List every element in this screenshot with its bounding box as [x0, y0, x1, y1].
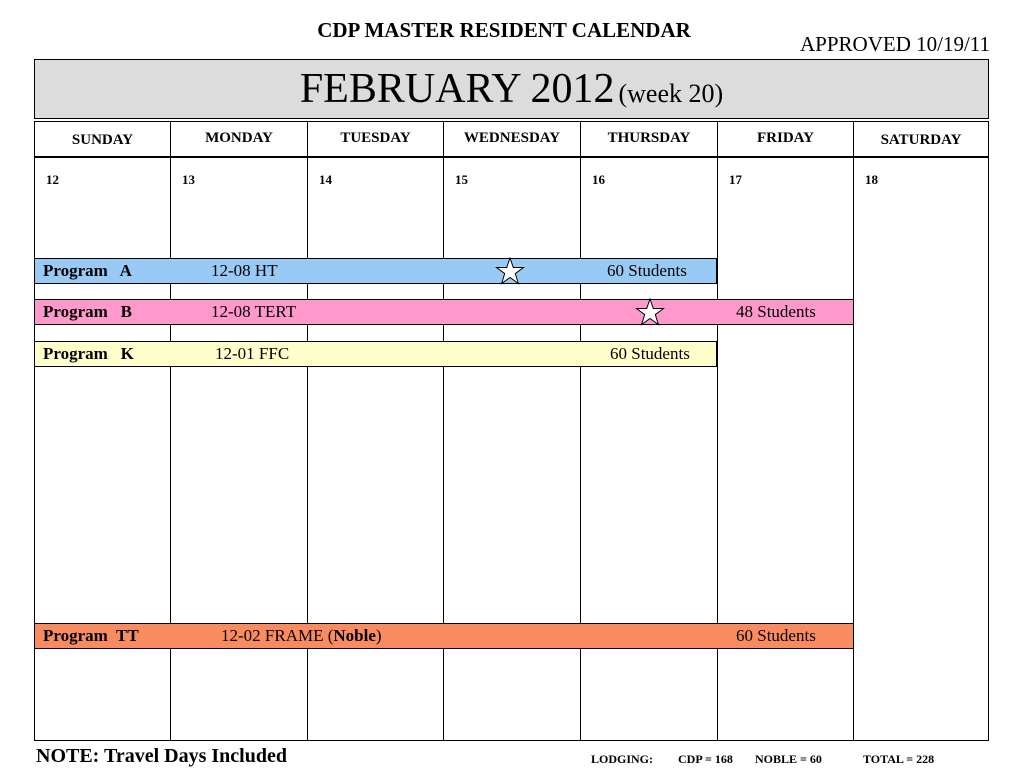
day-saturday: SATURDAY — [880, 132, 962, 148]
program-a-label: Program A — [43, 261, 132, 280]
date-number: 15 — [455, 172, 468, 187]
program-a-students: 60 Students — [607, 261, 687, 280]
day-cell-13[interactable] — [171, 158, 308, 740]
day-cell-15[interactable] — [444, 158, 581, 740]
day-tuesday: TUESDAY — [308, 122, 444, 157]
program-k-course: 12-01 FFC — [215, 344, 290, 363]
month-header — [34, 59, 989, 119]
program-b-students: 48 Students — [736, 302, 816, 321]
day-cell-16[interactable] — [581, 158, 718, 740]
day-cell-12[interactable] — [35, 158, 171, 740]
week-label: (week 20) — [618, 79, 724, 108]
star-icon — [635, 298, 665, 326]
lodging-noble: NOBLE = 60 — [755, 752, 822, 766]
program-b-bar[interactable] — [34, 299, 854, 325]
day-thursday: THURSDAY — [581, 122, 718, 157]
calendar-title: CDP MASTER RESIDENT CALENDAR — [317, 18, 691, 42]
program-b-course: 12-08 TERT — [211, 302, 297, 321]
travel-note: NOTE: Travel Days Included — [36, 745, 287, 767]
program-tt-course-prefix: 12-02 FRAME ( — [221, 626, 334, 645]
program-tt-course-suffix: ) — [375, 626, 382, 645]
program-k-students: 60 Students — [610, 344, 690, 363]
month-label: FEBRUARY 2012 — [299, 66, 615, 112]
date-number: 14 — [319, 172, 332, 187]
date-number: 13 — [182, 172, 195, 187]
date-number: 17 — [729, 172, 742, 187]
program-tt-bar[interactable] — [34, 623, 854, 649]
program-b-label: Program B — [43, 302, 132, 321]
star-icon — [495, 257, 525, 285]
program-k-label: Program K — [43, 344, 134, 363]
program-tt-course — [221, 624, 382, 648]
day-cell-14[interactable] — [308, 158, 444, 740]
day-wednesday: WEDNESDAY — [444, 122, 581, 157]
day-friday: FRIDAY — [718, 122, 854, 157]
date-number: 16 — [592, 172, 605, 187]
lodging-label: LODGING: — [591, 752, 654, 766]
program-a-bar[interactable] — [34, 258, 717, 284]
program-tt-course-bold: Noble — [333, 626, 376, 645]
date-number: 18 — [865, 172, 878, 187]
program-k-bar[interactable] — [34, 341, 717, 367]
calendar-grid — [34, 158, 989, 741]
program-tt-label: Program TT — [43, 626, 139, 645]
weekday-header-row — [34, 121, 989, 158]
day-sunday: SUNDAY — [35, 122, 171, 157]
lodging-cdp: CDP = 168 — [678, 752, 733, 766]
program-a-course: 12-08 HT — [211, 261, 278, 280]
approval-date: APPROVED 10/19/11 — [800, 32, 990, 56]
day-monday: MONDAY — [171, 122, 308, 157]
lodging-total: TOTAL = 228 — [863, 752, 935, 766]
date-number: 12 — [46, 172, 59, 187]
day-cell-18[interactable] — [854, 158, 988, 740]
day-cell-17[interactable] — [718, 158, 854, 740]
program-tt-students: 60 Students — [736, 626, 816, 645]
